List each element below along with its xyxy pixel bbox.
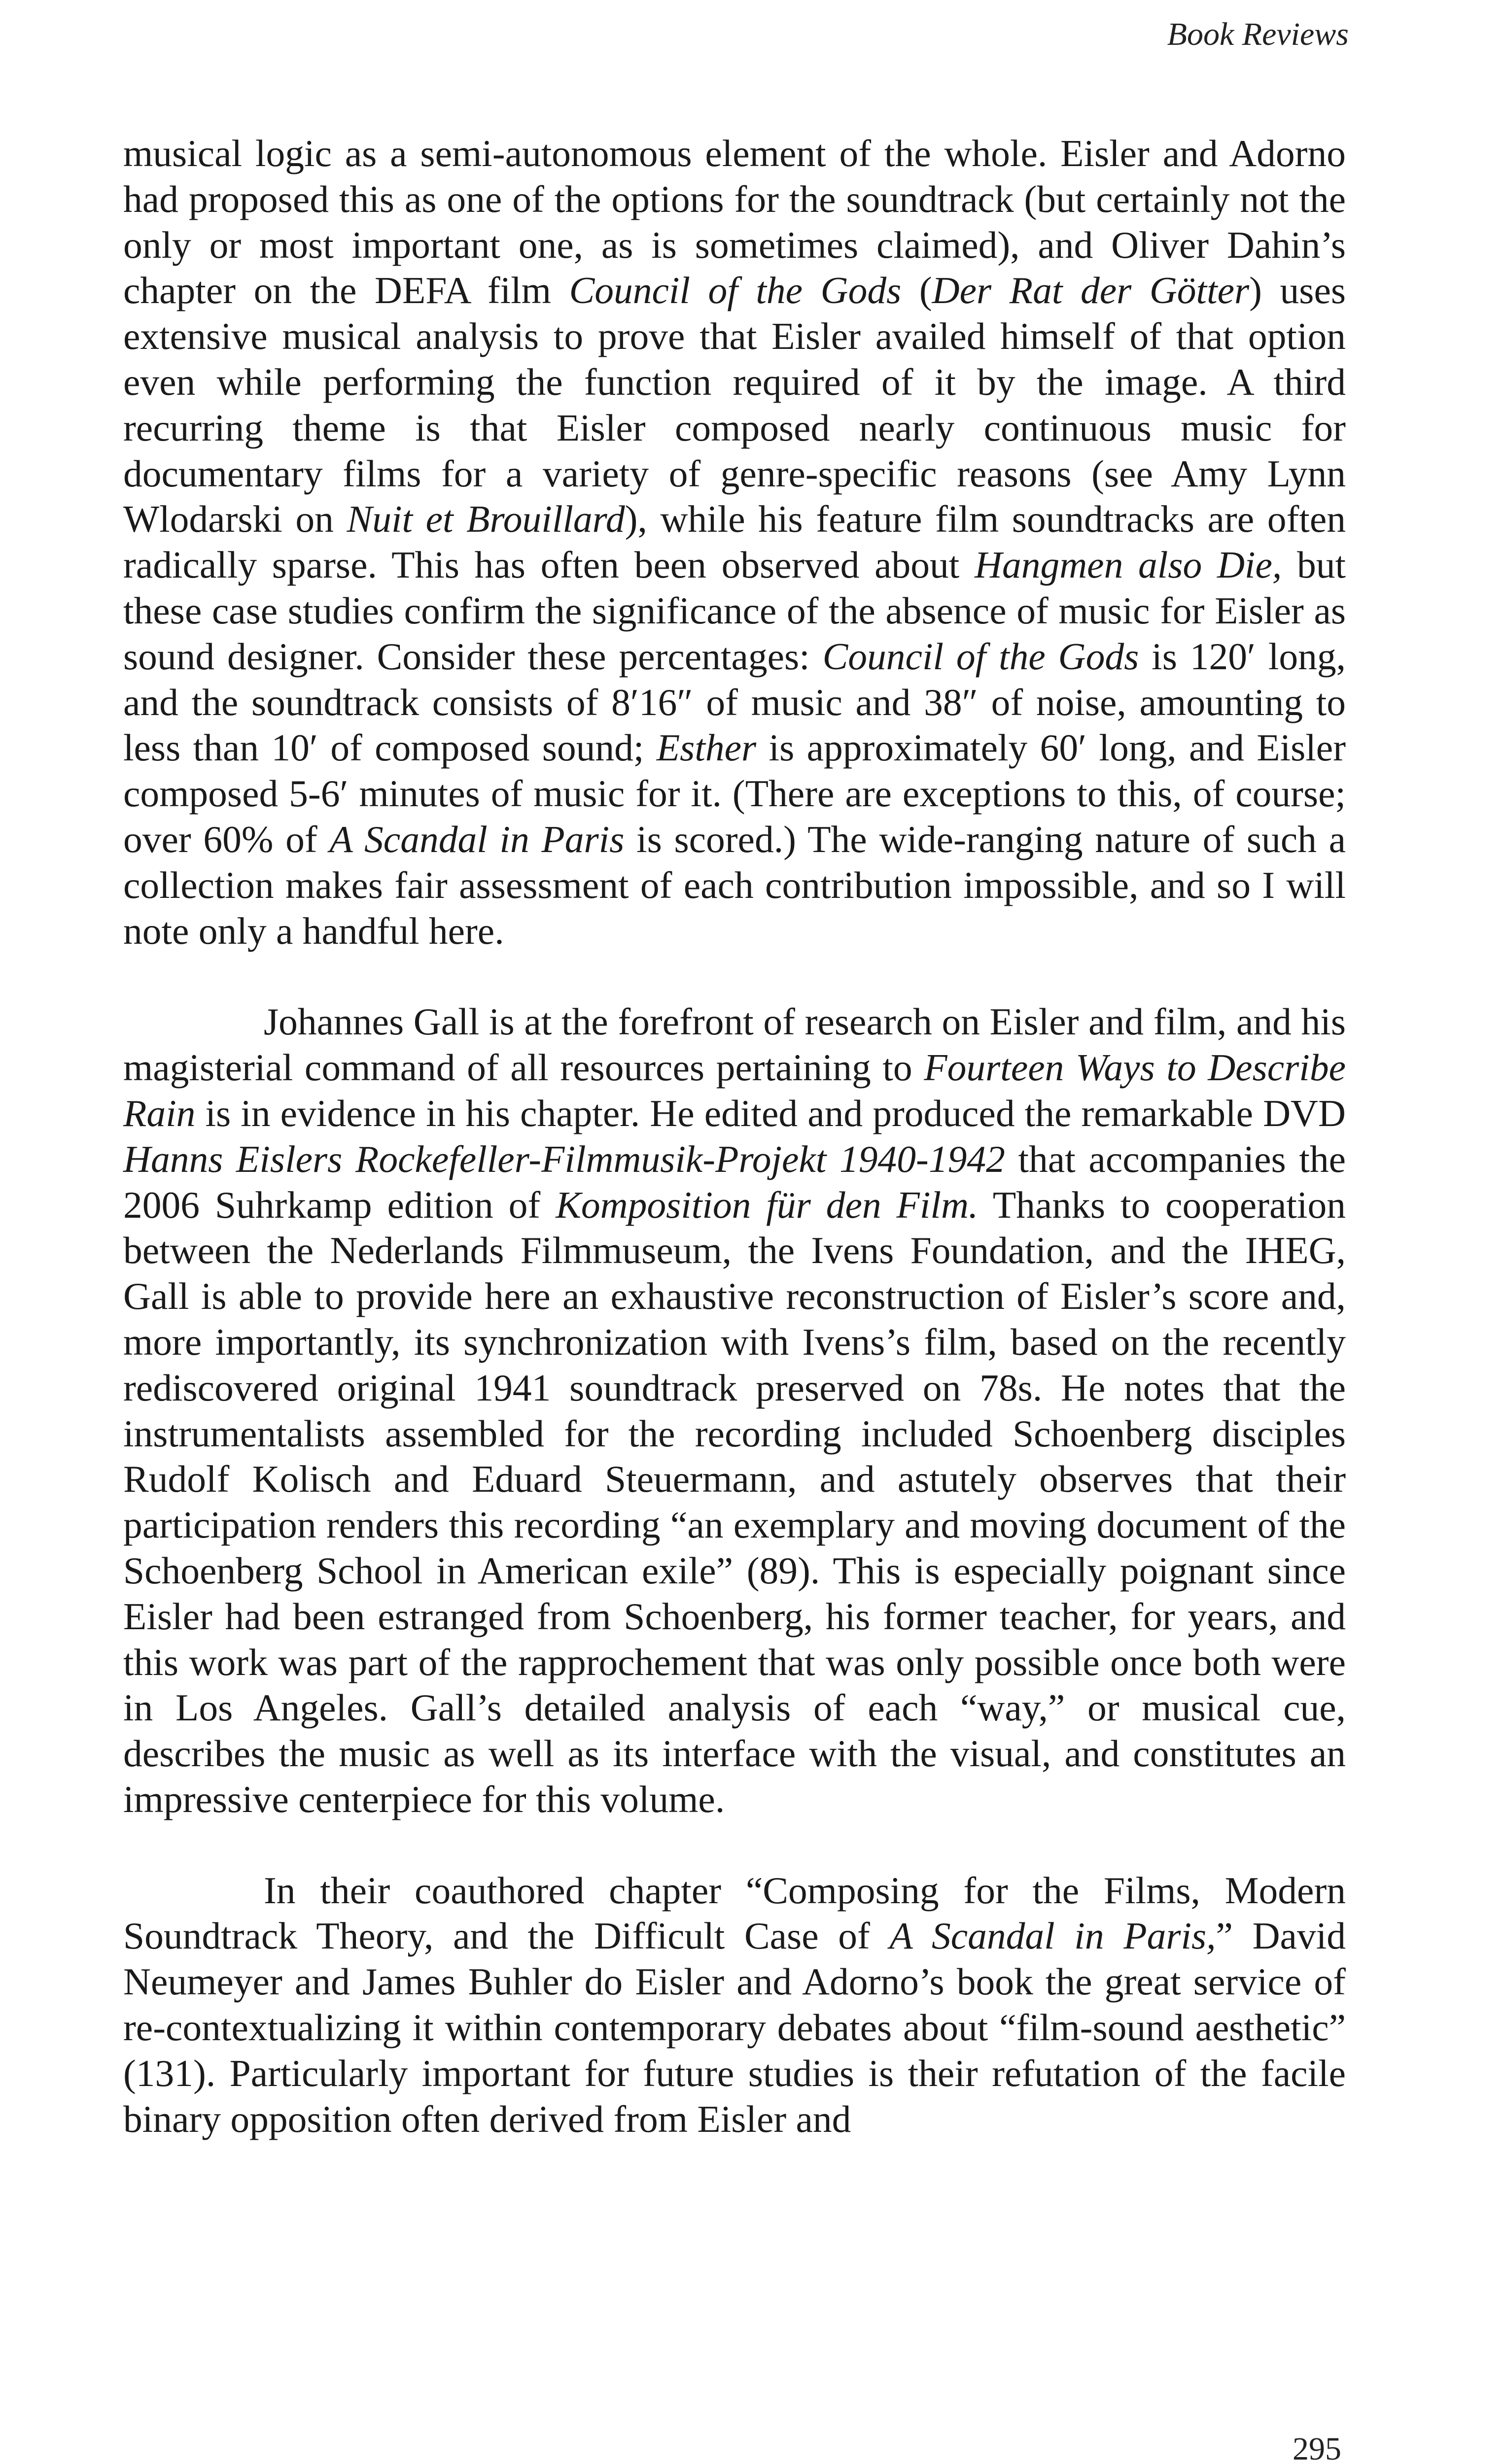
page-number: 295 [1293, 2431, 1341, 2464]
text-run: ” David Neumeyer and James Buhler do Eisler and Adorno’s book the great service of re-contextualizing it within contemporary debates about “film-sound aesthetic” (131). Particularly important for future studies is their refutation of the facile binary opposition often derived from Eisler and [123, 1915, 1346, 2140]
italic-title-run: A Scandal in Paris [329, 818, 625, 860]
italic-title-run: Council of the Gods [569, 269, 902, 312]
italic-title-run: Council of the Gods [822, 635, 1139, 678]
italic-title-run: Nuit et Brouillard [347, 498, 625, 541]
italic-title-run: Hangmen also Die, [975, 544, 1282, 586]
text-run: ), while his feature film soundtracks are often radically sparse. This has often been observed about [123, 498, 1346, 586]
italic-title-run: Der Rat der Götter [932, 269, 1250, 312]
review-body [123, 131, 1346, 2142]
running-header: Book Reviews [1167, 16, 1349, 52]
paragraph-3 [123, 1868, 1346, 2142]
text-run: Johannes Gall is at the forefront of research on Eisler and film, and his magisterial command of all resources pertaining to [123, 1000, 1346, 1089]
text-run: is in evidence in his chapter. He edited and produced the remarkable DVD [195, 1092, 1346, 1134]
italic-title-run: Fourteen Ways to Describe Rain [123, 1046, 1346, 1134]
italic-title-run: Esther [656, 726, 757, 769]
paragraph-1 [123, 131, 1346, 954]
text-run: is scored.) The wide-ranging nature of such a collection makes fair assessment of each contribution impossible, and so I will note only a handful here. [123, 818, 1346, 952]
text-run: that accompanies the 2006 Suhrkamp edition of [123, 1137, 1346, 1226]
italic-title-run: Komposition für den Film. [556, 1183, 979, 1226]
text-run: musical logic as a semi-autonomous element of the whole. Eisler and Adorno had proposed this as one of the options for the soundtrack (but certainly not the only or most important one, as is sometimes claimed), and Oliver Dahin’s chapter on the DEFA film [123, 132, 1346, 312]
paragraph-2 [123, 999, 1346, 1822]
text-run: In their coauthored chapter “Composing for the Films, Modern Soundtrack Theory, and the Difficult Case of [123, 1869, 1346, 1957]
italic-title-run: Hanns Eislers Rockefeller-Filmmusik-Projekt 1940-1942 [123, 1137, 1005, 1180]
italic-title-run: A Scandal in Paris, [889, 1915, 1216, 1957]
text-run: is approximately 60′ long, and Eisler composed 5-6′ minutes of music for it. (There are exceptions to this, of course; over 60% of [123, 726, 1346, 860]
text-run: is 120′ long, and the soundtrack consists of 8′16″ of music and 38″ of noise, amounting to less than 10′ of composed sound; [123, 635, 1346, 769]
text-run: but these case studies confirm the significance of the absence of music for Eisler as sound designer. Consider these percentages: [123, 544, 1346, 678]
text-run: ) uses extensive musical analysis to prove that Eisler availed himself of that option even while performing the function required of it by the image. A third recurring theme is that Eisler composed nearly continuous music for documentary films for a variety of genre-specific reasons (see Amy Lynn Wlodarski on [123, 269, 1346, 541]
text-run: ( [901, 269, 932, 312]
text-run: Thanks to cooperation between the Nederlands Filmmuseum, the Ivens Foundation, and the IHEG, Gall is able to provide here an exhaustive reconstruction of Eisler’s score and, more importantly, its synchronization with Ivens’s film, based on the recently rediscovered original 1941 soundtrack preserved on 78s. He notes that the instrumentalists assembled for the recording included Schoenberg disciples Rudolf Kolisch and Eduard Steuermann, and astutely observes that their participation renders this recording “an exemplary and moving document of the Schoenberg School in American exile” (89). This is especially poignant since Eisler had been estranged from Schoenberg, his former teacher, for years, and this work was part of the rapprochement that was only possible once both were in Los Angeles. Gall’s detailed analysis of each “way,” or musical cue, describes the music as well as its interface with the visual, and constitutes an impressive centerpiece for this volume. [123, 1183, 1346, 1820]
